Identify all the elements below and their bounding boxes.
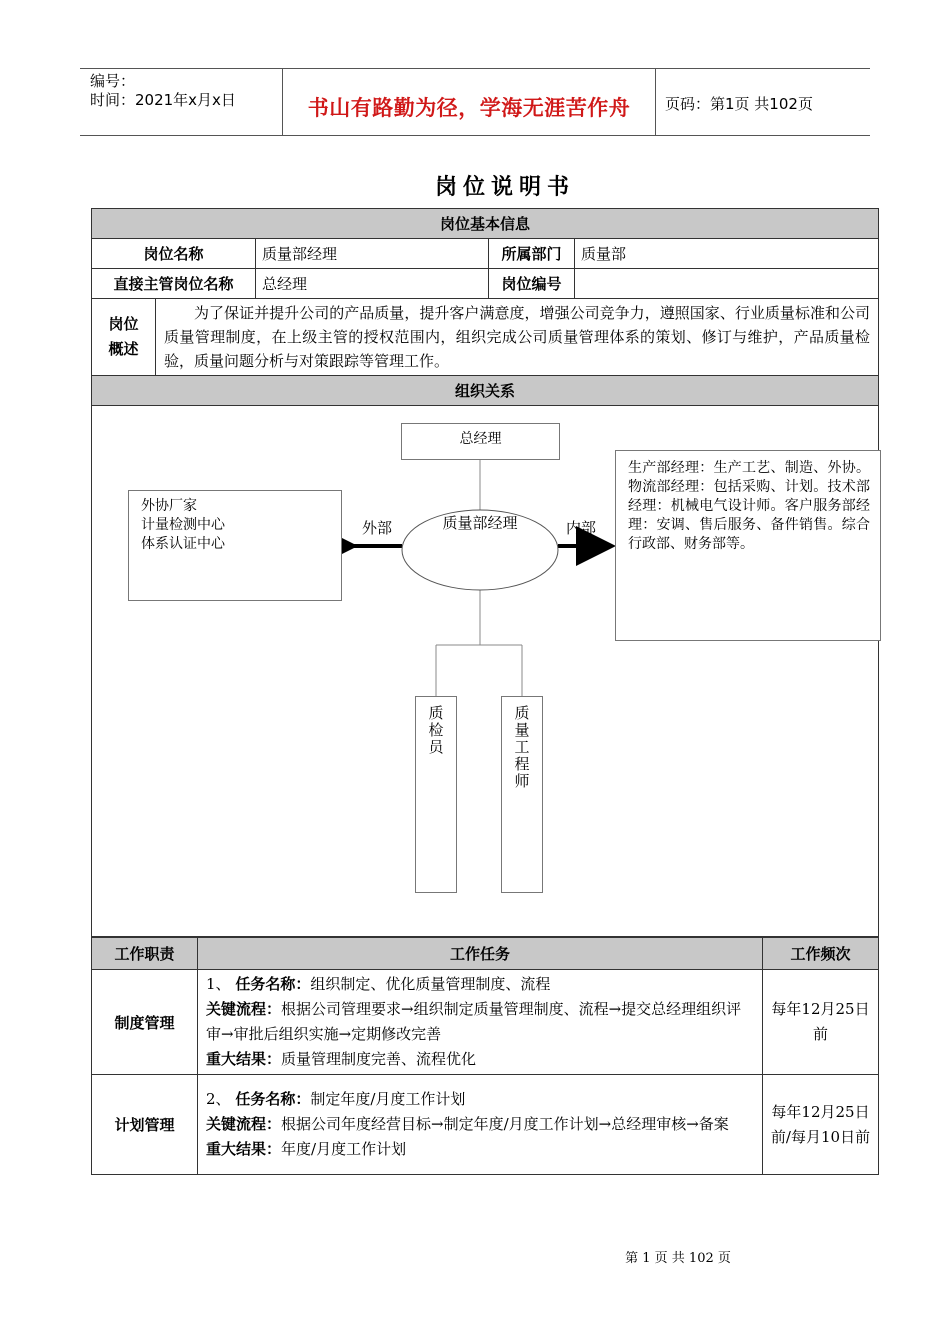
overview-label: 岗位概述 bbox=[92, 299, 156, 376]
header-motto: 书山有路勤为径，学海无涯苦作舟 bbox=[307, 96, 631, 120]
document-date: 时间：2021年x月x日 bbox=[90, 91, 236, 109]
document-number: 编号： bbox=[90, 72, 136, 90]
sub-box-inspector bbox=[415, 696, 457, 893]
task-flow: 根据公司年度经营目标→制定年度/月度工作计划→总经理审核→备案 bbox=[281, 1115, 729, 1133]
col-task-header: 工作任务 bbox=[198, 938, 763, 970]
duty-category: 制度管理 bbox=[92, 970, 198, 1075]
external-parties-box bbox=[128, 490, 342, 601]
table-row bbox=[92, 970, 879, 1075]
task-index: 1、 bbox=[206, 975, 231, 993]
task-name: 组织制定、优化质量管理制度、流程 bbox=[310, 975, 551, 993]
sub-box-inspector-label: 质检员 bbox=[426, 705, 445, 756]
task-index: 2、 bbox=[206, 1090, 231, 1108]
internal-parties-text: 生产部经理：生产工艺、制造、外协。物流部经理：包括采购、计划。技术部经理：机械电气设计师。客户服务部经理：安调、售后服务、备件销售。综合行政部、财务部等。 bbox=[628, 460, 870, 552]
task-name-label: 任务名称： bbox=[235, 975, 311, 993]
external-item: 计量检测中心 bbox=[141, 517, 225, 533]
external-item: 体系认证中心 bbox=[141, 536, 225, 552]
sub-box-engineer-label: 质量工程师 bbox=[512, 705, 531, 790]
task-name: 制定年度/月度工作计划 bbox=[310, 1090, 466, 1108]
department-value: 质量部 bbox=[575, 239, 879, 269]
supervisor-value: 总经理 bbox=[256, 269, 489, 299]
task-frequency: 每年12月25日前 bbox=[763, 970, 879, 1075]
task-result: 年度/月度工作计划 bbox=[281, 1140, 407, 1158]
overview-text: 为了保证并提升公司的产品质量，提升客户满意度，增强公司竞争力，遵照国家、行业质量标准和公司质量管理制度，在上级主管的授权范围内，组织完成公司质量管理体系的策划、修订与维护，产品质量检验，质量问题分析与对策跟踪等管理工作。 bbox=[156, 299, 879, 376]
task-result-label: 重大结果： bbox=[206, 1050, 282, 1068]
duty-category: 计划管理 bbox=[92, 1075, 198, 1175]
task-result-label: 重大结果： bbox=[206, 1140, 282, 1158]
task-result: 质量管理制度完善、流程优化 bbox=[281, 1050, 477, 1068]
col-duty-header: 工作职责 bbox=[92, 938, 198, 970]
page-footer: 第 1 页 共 102 页 bbox=[625, 1251, 731, 1266]
task-detail bbox=[198, 970, 763, 1075]
position-name-label: 岗位名称 bbox=[92, 239, 256, 269]
position-name-value: 质量部经理 bbox=[256, 239, 489, 269]
top-manager-box bbox=[401, 423, 560, 460]
sub-box-engineer bbox=[501, 696, 543, 893]
task-frequency: 每年12月25日前/每月10日前 bbox=[763, 1075, 879, 1175]
external-label: 外部 bbox=[362, 519, 393, 537]
center-position-label: 质量部经理 bbox=[442, 514, 518, 532]
position-code-label: 岗位编号 bbox=[489, 269, 575, 299]
task-flow-label: 关键流程： bbox=[206, 1000, 282, 1018]
duty-table bbox=[91, 937, 879, 1175]
org-section-header: 组织关系 bbox=[92, 376, 879, 406]
internal-label: 内部 bbox=[566, 519, 597, 537]
header-page-number: 页码：第1页 共102页 bbox=[665, 95, 813, 113]
supervisor-label: 直接主管岗位名称 bbox=[92, 269, 256, 299]
task-name-label: 任务名称： bbox=[235, 1090, 311, 1108]
internal-parties-box bbox=[615, 450, 881, 641]
table-row bbox=[92, 1075, 879, 1175]
task-flow-label: 关键流程： bbox=[206, 1115, 282, 1133]
external-item: 外协厂家 bbox=[141, 498, 197, 514]
top-manager-label: 总经理 bbox=[459, 431, 502, 447]
col-freq-header: 工作频次 bbox=[763, 938, 879, 970]
task-detail bbox=[198, 1075, 763, 1175]
task-flow: 根据公司管理要求→组织制定质量管理制度、流程→提交总经理组织评审→审批后组织实施→定期修改完善 bbox=[206, 1000, 742, 1043]
department-label: 所属部门 bbox=[489, 239, 575, 269]
basic-info-header: 岗位基本信息 bbox=[92, 209, 879, 239]
page-title: 岗位说明书 bbox=[434, 174, 575, 200]
